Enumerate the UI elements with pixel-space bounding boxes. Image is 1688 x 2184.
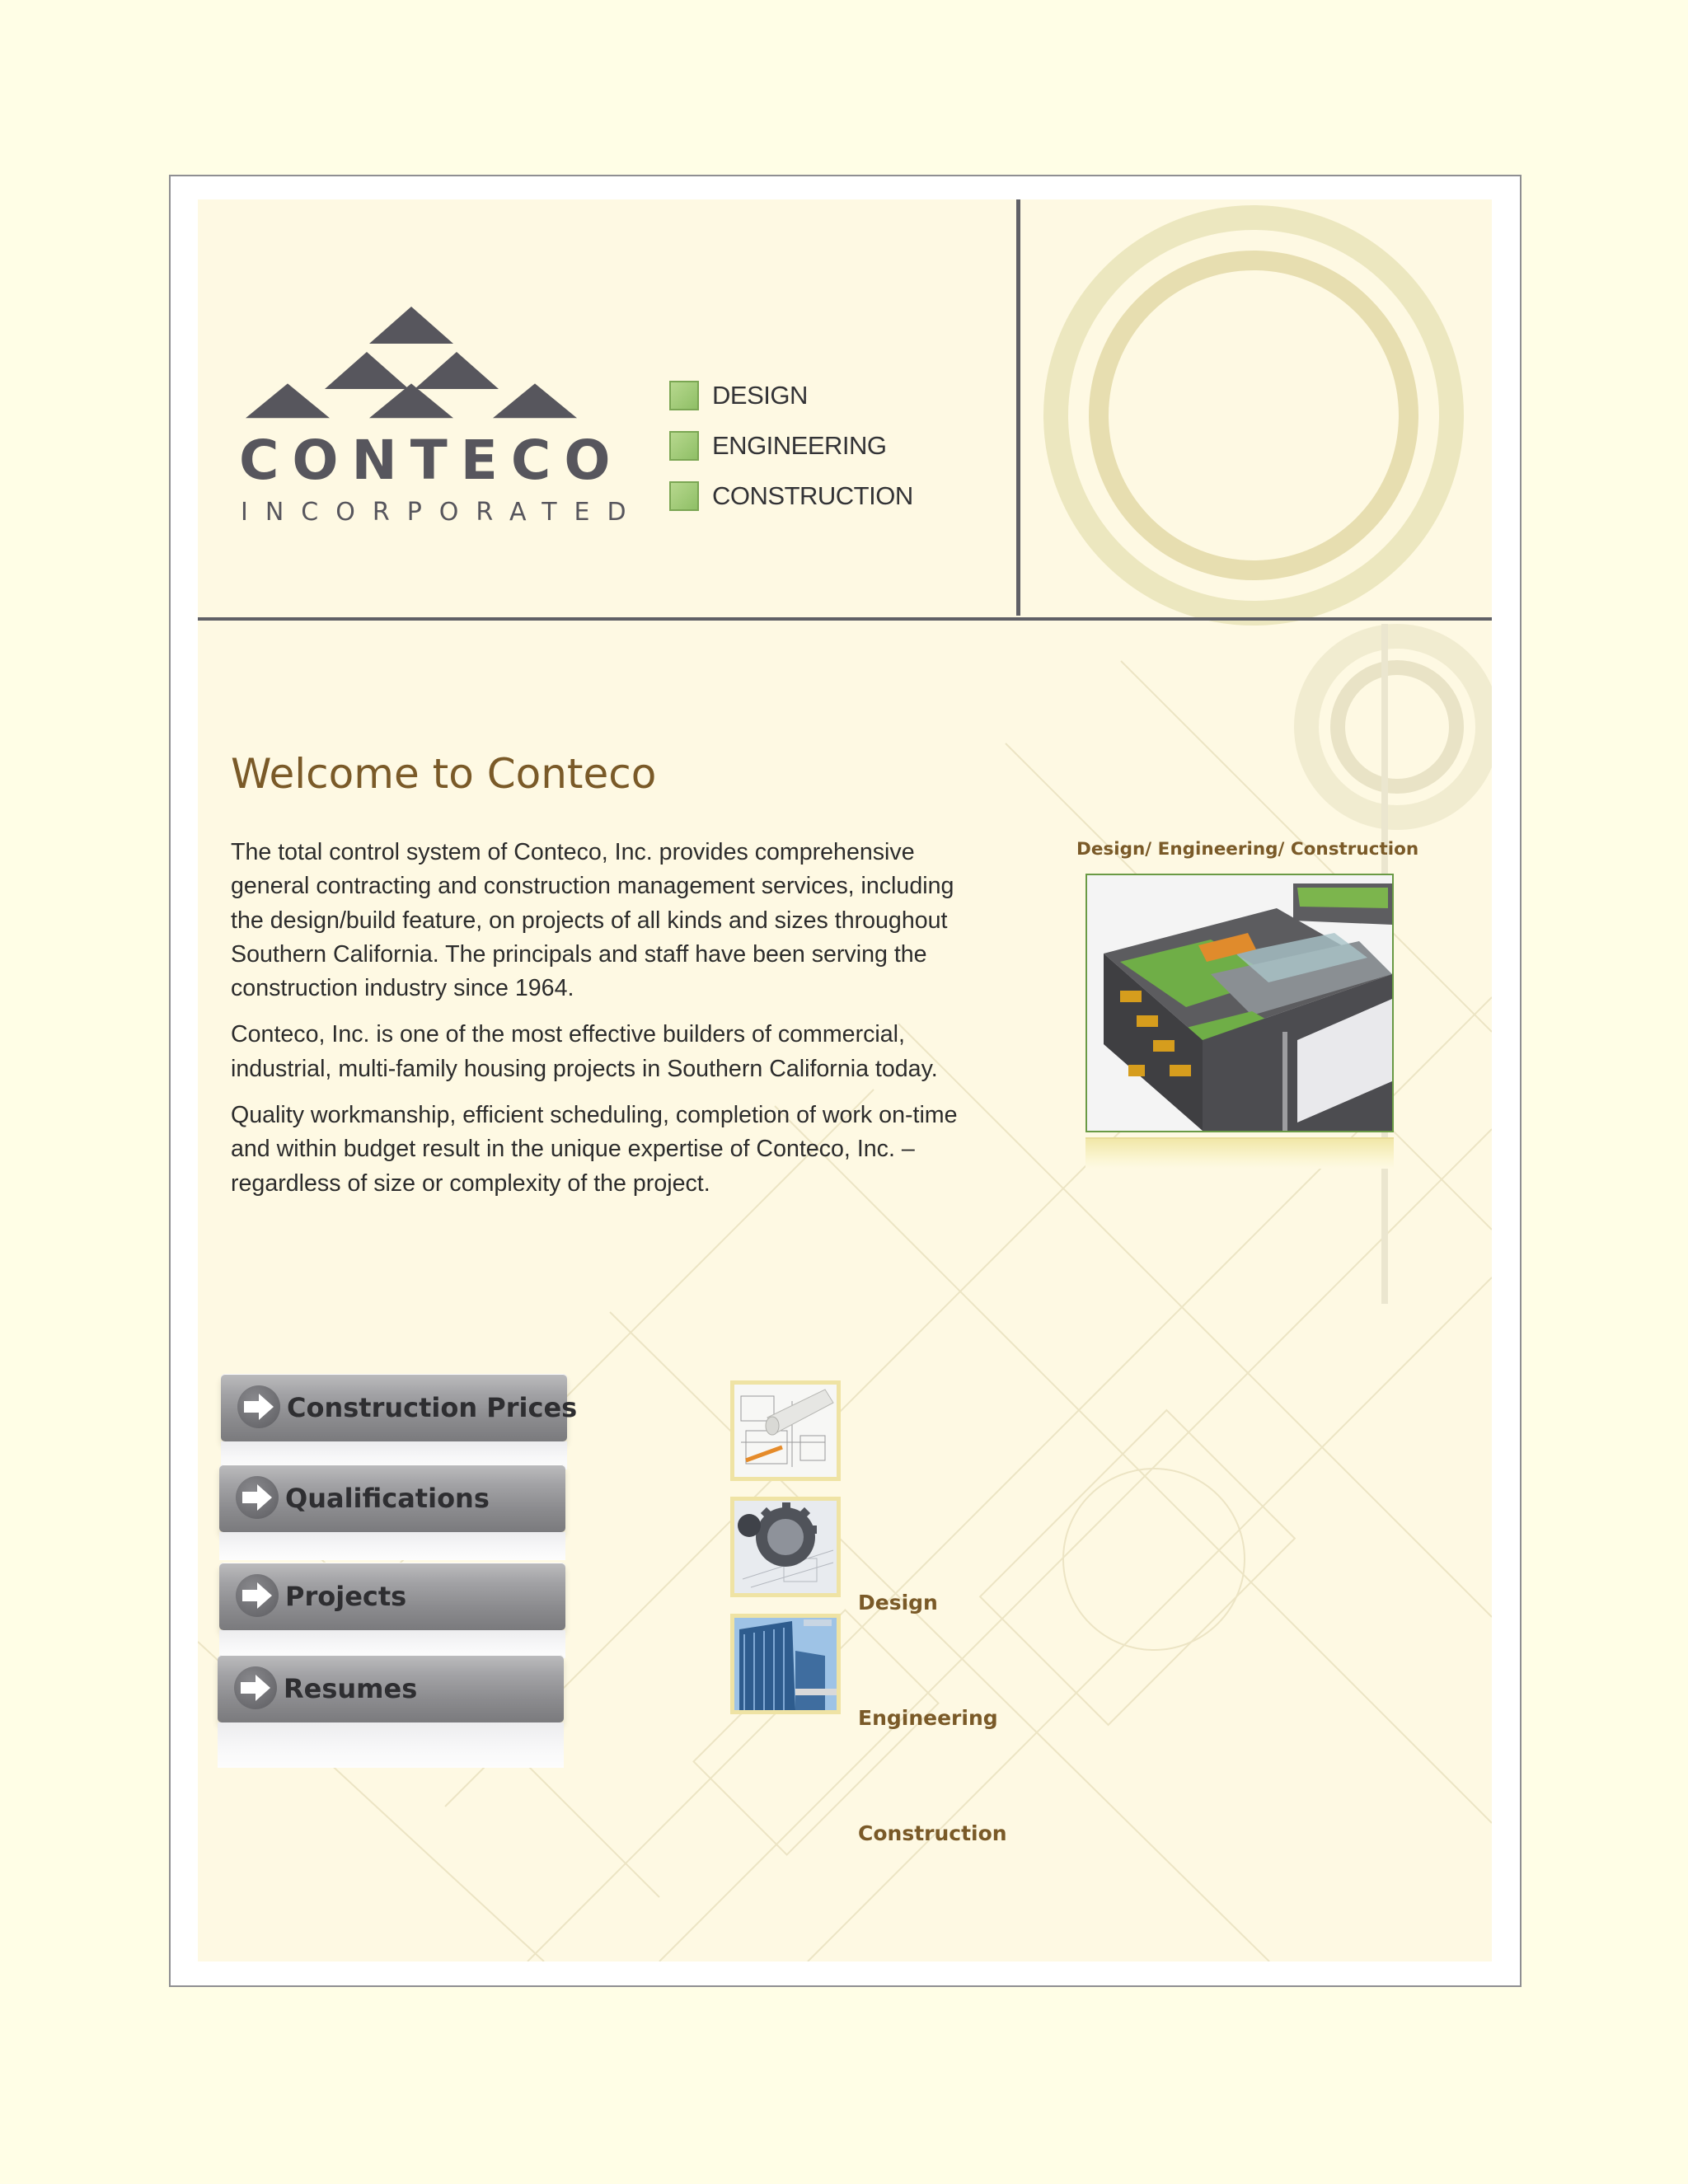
thumbnail-label-construction[interactable]: Construction: [858, 1821, 1007, 1845]
blueprint-drawing-icon: [734, 1385, 837, 1477]
arrow-right-icon: [236, 1574, 279, 1617]
service-item-design: [669, 370, 913, 420]
nav-button-resumes[interactable]: [218, 1655, 564, 1722]
nav-button-projects[interactable]: [219, 1563, 565, 1630]
building-rendering-image: [1085, 874, 1394, 1132]
service-item-engineering: [669, 420, 913, 471]
arrow-right-icon: [237, 1385, 280, 1428]
logo-wordmark: CONTECO: [239, 429, 624, 492]
green-square-icon: [669, 381, 699, 410]
arrow-right-icon: [234, 1666, 277, 1709]
building-icon: [734, 1618, 837, 1710]
logo-subtitle: INCORPORATED: [241, 498, 644, 527]
nav-button-label: Projects: [285, 1581, 407, 1612]
intro-paragraph: Conteco, Inc. is one of the most effective builders of commercial, industrial, multi-family housing projects in Southern California today.: [231, 1021, 938, 1082]
building-illustration: [1087, 875, 1392, 1131]
feature-image-reflection: [1085, 1137, 1394, 1169]
green-square-icon: [669, 431, 699, 461]
nav-button-construction-prices[interactable]: [221, 1374, 578, 1441]
design-thumbnail[interactable]: [730, 1380, 841, 1481]
intro-paragraph: The total control system of Conteco, Inc. provides comprehensive general contracting and construction management services, including the design/build feature, on projects of all kinds and sizes throughout Southern California. The principals and staff have been serving the construction industry since 1964.: [231, 839, 954, 1002]
conteco-logo[interactable]: [239, 307, 644, 529]
nav-button-qualifications[interactable]: [219, 1465, 565, 1532]
service-label: DESIGN: [712, 380, 808, 410]
nav-button-label: Construction Prices: [287, 1392, 578, 1423]
nav-button-label: Qualifications: [285, 1483, 490, 1514]
service-label: ENGINEERING: [712, 430, 887, 460]
gear-icon: [734, 1501, 837, 1593]
nav-button-reflection: [218, 1722, 564, 1768]
header-divider: [1016, 199, 1020, 616]
service-item-construction: [669, 471, 913, 521]
nav-button-reflection: [219, 1630, 565, 1658]
green-square-icon: [669, 481, 699, 511]
services-list: [669, 370, 913, 521]
pyramid-logo-icon: [239, 307, 593, 430]
arrow-right-icon: [236, 1476, 279, 1519]
nav-button-reflection: [219, 1532, 565, 1560]
construction-thumbnail[interactable]: [730, 1614, 841, 1714]
page-title: Welcome to Conteco: [231, 750, 657, 798]
intro-paragraph: Quality workmanship, efficient scheduling, completion of work on-time and within budget result in the unique expertise of Conteco, Inc. – regardless of size or complexity of the project.: [231, 1102, 958, 1197]
feature-caption: Design/ Engineering/ Construction: [1076, 839, 1419, 860]
service-label: CONSTRUCTION: [712, 480, 913, 510]
header-rule: [198, 617, 1492, 621]
nav-button-label: Resumes: [284, 1673, 418, 1704]
thumbnail-label-engineering[interactable]: Engineering: [858, 1706, 998, 1730]
content-panel: [198, 199, 1492, 1961]
thumbnail-label-design[interactable]: Design: [858, 1591, 938, 1615]
engineering-thumbnail[interactable]: [730, 1497, 841, 1597]
intro-text: [231, 836, 989, 1213]
